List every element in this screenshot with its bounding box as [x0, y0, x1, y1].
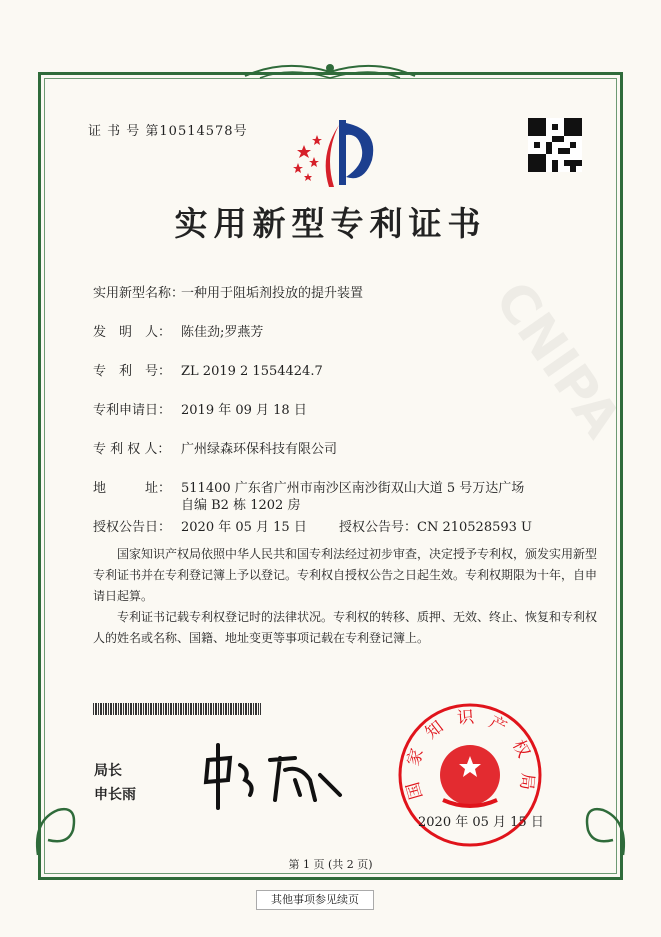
qr-code-icon [528, 118, 582, 172]
field-label: 授权公告号： [339, 520, 418, 535]
continued-notice: 其他事项参见续页 [256, 890, 374, 910]
corner-ornament-icon [573, 790, 633, 860]
legal-paragraph: 国家知识产权局依照中华人民共和国专利法经过初步审查，决定授予专利权，颁发实用新型专利证书并在专利登记簿上予以登记。专利权自授权公告之日起生效。专利权期限为十年，自申请日起算。 [93, 547, 598, 603]
signature-icon [200, 740, 350, 810]
field-address [93, 477, 524, 496]
seal-date: 2020 年 05 月 15 日 [418, 815, 544, 830]
field-name [93, 282, 363, 301]
field-value: 广州绿森环保科技有限公司 [181, 442, 338, 457]
field-label: 专 利 号： [93, 364, 172, 379]
legal-paragraph: 专利证书记载专利权登记时的法律状况。专利权的转移、质押、无效、终止、恢复和专利权人的姓名或名称、国籍、地址变更等事项记载在专利登记簿上。 [93, 610, 598, 645]
field-value: CN 210528593 U [417, 520, 532, 535]
corner-ornament-icon [28, 790, 88, 860]
field-value: 2019 年 09 月 18 日 [181, 403, 307, 418]
top-ornament-icon [240, 58, 420, 84]
field-value: 2020 年 05 月 15 日 [181, 520, 307, 535]
field-label: 地 址： [93, 481, 172, 496]
certificate-title: 实用新型专利证书 [174, 204, 487, 243]
barcode [93, 703, 261, 715]
field-value: ZL 2019 2 1554424.7 [181, 364, 323, 379]
watermark: CNIPA [482, 271, 632, 449]
field-label: 专 利 权 人： [93, 442, 171, 457]
field-value: 一种用于阻垢剂投放的提升装置 [181, 286, 364, 301]
cnipa-logo-icon [284, 115, 384, 190]
field-value: 511400 广东省广州市南沙区南沙街双山大道 5 号万达广场 [181, 481, 525, 496]
field-label: 授权公告日： [93, 520, 172, 535]
director-title: 局长 [94, 763, 122, 779]
field-address-line2: 自编 B2 栋 1202 房 [181, 498, 301, 513]
field-label: 发 明 人： [93, 325, 172, 340]
certificate-number: 证 书 号 第10514578号 [88, 124, 248, 139]
field-grant-date [93, 516, 307, 535]
field-value: 陈佳劲;罗燕芳 [181, 325, 264, 340]
seal-text: 国家知识产权局 [403, 707, 538, 802]
field-label: 专利申请日： [93, 403, 172, 418]
director-name: 申长雨 [94, 787, 136, 803]
field-patent-number [93, 360, 323, 379]
field-label: 实用新型名称： [93, 286, 185, 301]
page-indicator: 第 1 页 (共 2 页) [288, 858, 373, 871]
field-patentee [93, 438, 337, 457]
field-application-date [93, 399, 307, 418]
field-grant-number [339, 516, 532, 535]
field-inventor [93, 321, 263, 340]
